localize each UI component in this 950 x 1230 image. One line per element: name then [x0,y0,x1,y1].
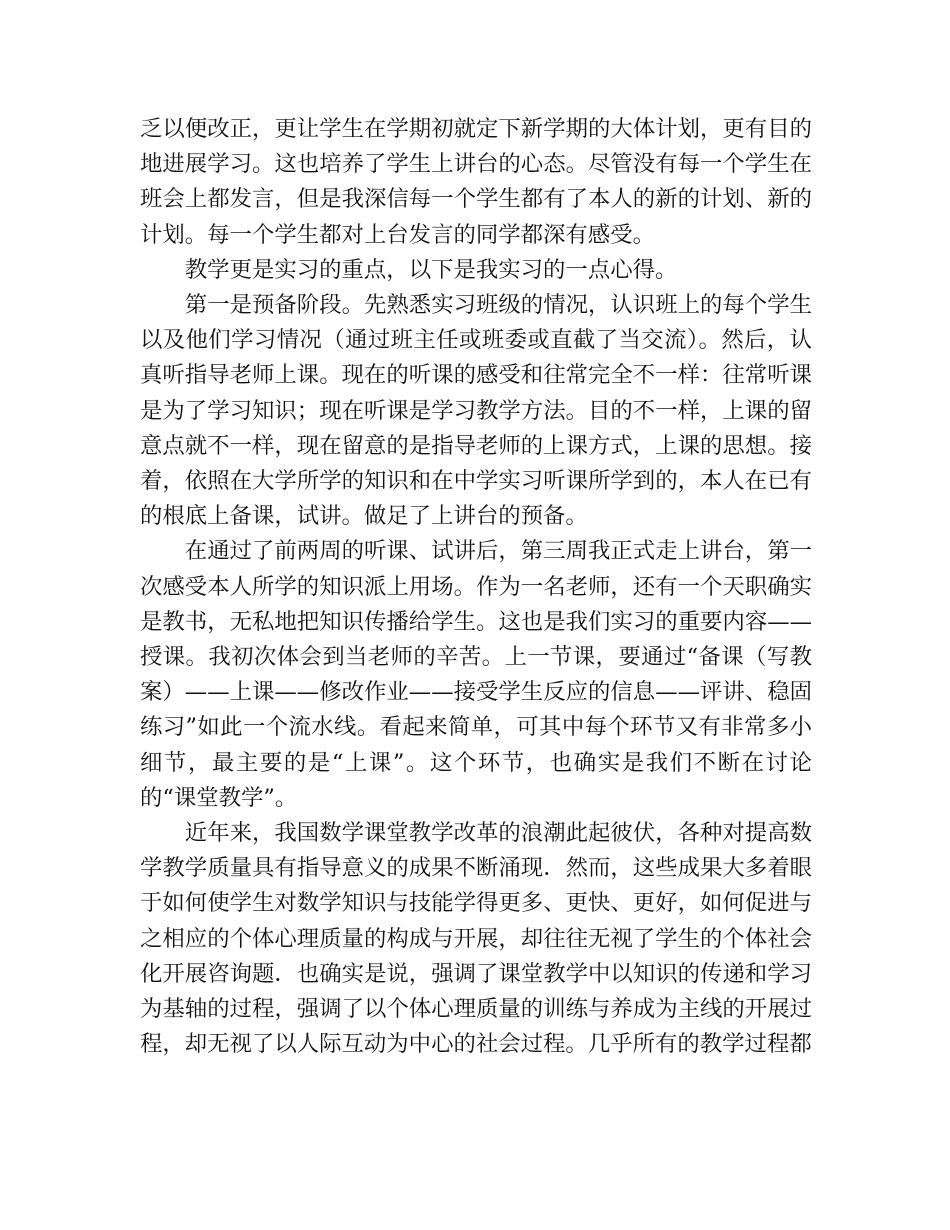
paragraph-math-reform: 近年来，我国数学课堂教学改革的浪潮此起彼伏，各种对提高数学教学质量具有指导意义的成果不断涌现．然而，这些成果大多着眼于如何使学生对数学知识与技能学得更多、更快、更好，如何促进与之相应的个体心理质量的构成与开展，却往往无视了学生的个体社会化开展咨询题．也确实是说，强调了课堂教学中以知识的传递和学习为基轴的过程，强调了以个体心理质量的训练与养成为主线的开展过程，却无视了以人际互动为中心的社会过程。几乎所有的教学过程都 [140,820,812,1058]
paragraph-teaching-focus: 教学更是实习的重点，以下是我实习的一点心得。 [184,256,678,283]
paragraph-preparation-stage: 第一是预备阶段。先熟悉实习班级的情况，认识班上的每个学生以及他们学习情况（通过班主任或班委或直截了当交流）。然后，认真听指导老师上课。现在的听课的感受和往常完全不一样：往常听课是为了学习知识；现在听课是学习教学方法。目的不一样，上课的留意点就不一样，现在留意的是指导老师的上课方式，上课的思想。接着，依照在大学所学的知识和在中学实习听课所学到的，本人在已有的根底上备课，试讲。做足了上讲台的预备。 [140,292,812,530]
paragraph-first-lecture: 在通过了前两周的听课、试讲后，第三周我正式走上讲台，第一次感受本人所学的知识派上用场。作为一名老师，还有一个天职确实是教书，无私地把知识传播给学生。这也是我们实习的重要内容——授课。我初次体会到当老师的辛苦。上一节课，要通过“备课（写教案）——上课——修改作业——接受学生反应的信息——评讲、稳固练习”如此一个流水线。看起来简单，可其中每个环节又有非常多小细节，最主要的是“上课”。这个环节，也确实是我们不断在讨论的“课堂教学”。 [140,538,812,811]
paragraph-continuation: 乏以便改正，更让学生在学期初就定下新学期的大体计划，更有目的地进展学习。这也培养了学生上讲台的心态。尽管没有每一个学生在班会上都发言，但是我深信每一个学生都有了本人的新的计划、新的计划。每一个学生都对上台发言的同学都深有感受。 [140,116,812,248]
document-body [140,112,812,1062]
